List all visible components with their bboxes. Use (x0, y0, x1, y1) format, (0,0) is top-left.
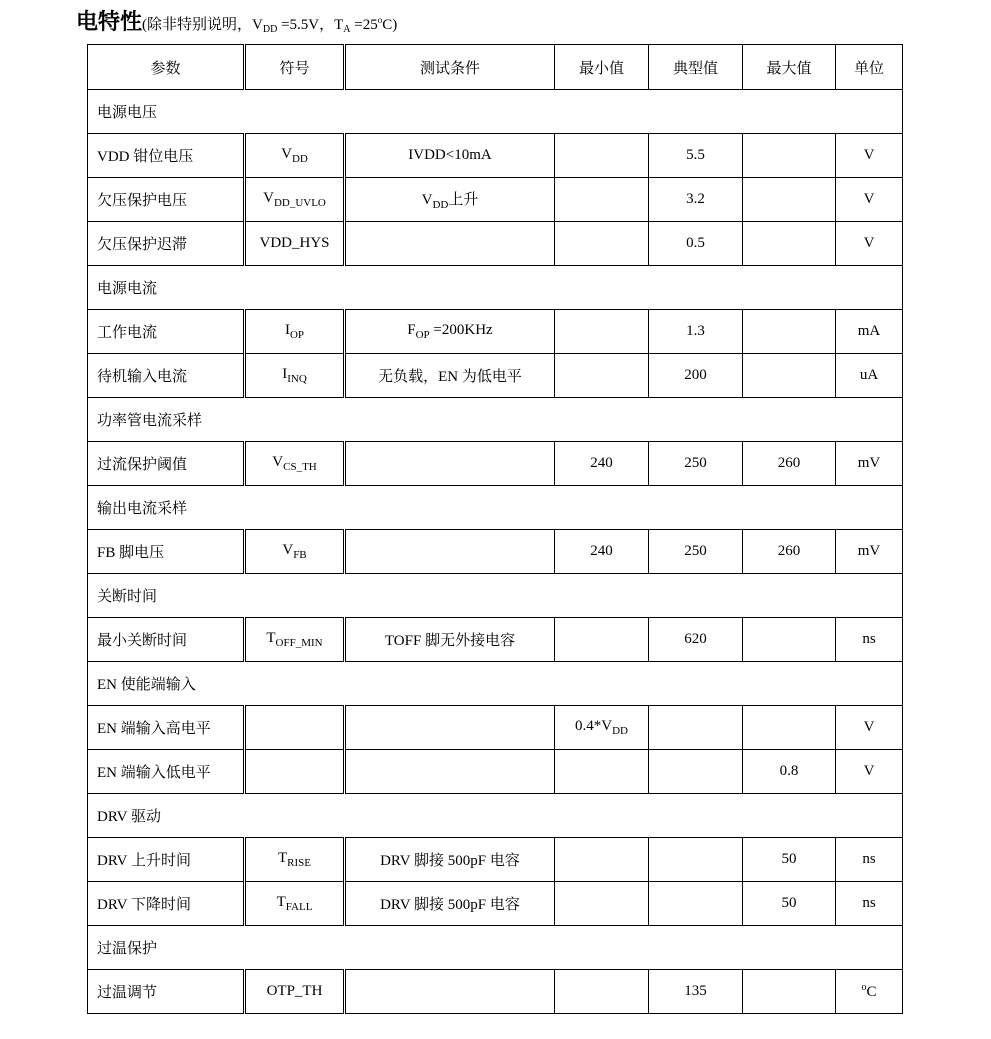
min-cell (555, 178, 649, 222)
param-cell: VDD 钳位电压 (88, 134, 245, 178)
section-row (88, 662, 903, 706)
min-cell (555, 838, 649, 882)
param-cell: 过流保护阈值 (88, 442, 245, 486)
section-label: 输出电流采样 (88, 486, 903, 530)
condition-cell: TOFF 脚无外接电容 (345, 618, 555, 662)
header-param: 参数 (88, 45, 245, 90)
condition-cell: $F_{OP} =200KHz$ (345, 310, 555, 354)
symbol-cell: $T_{FALL}$ (245, 882, 345, 926)
condition-cell: 无负载，EN 为低电平 (345, 354, 555, 398)
unit-cell: V (836, 706, 903, 750)
min-cell (555, 134, 649, 178)
condition-cell (345, 442, 555, 486)
unit-cell: mV (836, 442, 903, 486)
param-cell: 最小关断时间 (88, 618, 245, 662)
unit-cell: ns (836, 838, 903, 882)
min-cell: $0.4*V_{DD}$ (555, 706, 649, 750)
min-cell (555, 310, 649, 354)
param-cell: DRV 上升时间 (88, 838, 245, 882)
section-row (88, 398, 903, 442)
unit-cell: ns (836, 618, 903, 662)
typ-cell: 250 (649, 442, 743, 486)
heading-title: 电特性 (76, 10, 143, 35)
min-cell (555, 970, 649, 1014)
max-cell: 50 (743, 838, 836, 882)
condition-cell (345, 970, 555, 1014)
heading-conditions: (除非特别说明，$V_{DD} =5.5V$，$T_A =25^oC$) (142, 15, 398, 35)
param-cell: 过温调节 (88, 970, 245, 1014)
symbol-cell: $I_{OP}$ (245, 310, 345, 354)
electrical-characteristics-table (87, 44, 903, 1014)
unit-cell: V (836, 750, 903, 794)
unit-cell: $^o$C (836, 970, 903, 1014)
table-row (88, 134, 903, 178)
symbol-cell: $T_{RISE}$ (245, 838, 345, 882)
table-row (88, 750, 903, 794)
section-row (88, 486, 903, 530)
section-label: 电源电压 (88, 90, 903, 134)
max-cell: 0.8 (743, 750, 836, 794)
max-cell (743, 178, 836, 222)
table-row (88, 618, 903, 662)
section-label: 过温保护 (88, 926, 903, 970)
symbol-cell: $V_{FB}$ (245, 530, 345, 574)
section-row (88, 574, 903, 618)
param-cell: 欠压保护电压 (88, 178, 245, 222)
table-row (88, 310, 903, 354)
symbol-cell: VDD_HYS (245, 222, 345, 266)
unit-cell: V (836, 134, 903, 178)
condition-cell: $V_{DD}$上升 (345, 178, 555, 222)
typ-cell: 135 (649, 970, 743, 1014)
condition-cell (345, 530, 555, 574)
table-row (88, 178, 903, 222)
unit-cell: uA (836, 354, 903, 398)
min-cell (555, 618, 649, 662)
min-cell (555, 882, 649, 926)
max-cell (743, 222, 836, 266)
typ-cell: 3.2 (649, 178, 743, 222)
min-cell (555, 750, 649, 794)
table-row (88, 838, 903, 882)
typ-cell: 1.3 (649, 310, 743, 354)
min-cell: 240 (555, 442, 649, 486)
min-cell: 240 (555, 530, 649, 574)
section-label: 功率管电流采样 (88, 398, 903, 442)
condition-cell (345, 750, 555, 794)
section-label: 电源电流 (88, 266, 903, 310)
section-row (88, 266, 903, 310)
symbol-cell (245, 750, 345, 794)
section-row (88, 794, 903, 838)
condition-cell (345, 222, 555, 266)
unit-cell: V (836, 222, 903, 266)
symbol-cell: $V_{DD\_UVLO}$ (245, 178, 345, 222)
symbol-cell: $V_{CS\_TH}$ (245, 442, 345, 486)
header-condition: 测试条件 (345, 45, 555, 90)
table-row (88, 530, 903, 574)
condition-cell: DRV 脚接 500pF 电容 (345, 882, 555, 926)
section-row (88, 90, 903, 134)
param-cell: 待机输入电流 (88, 354, 245, 398)
header-unit: 单位 (836, 45, 903, 90)
max-cell (743, 706, 836, 750)
typ-cell: 0.5 (649, 222, 743, 266)
max-cell (743, 134, 836, 178)
table-row (88, 354, 903, 398)
typ-cell (649, 750, 743, 794)
param-cell: 欠压保护迟滞 (88, 222, 245, 266)
section-label: DRV 驱动 (88, 794, 903, 838)
max-cell: 50 (743, 882, 836, 926)
max-cell (743, 354, 836, 398)
max-cell (743, 310, 836, 354)
table-row (88, 706, 903, 750)
param-cell: EN 端输入高电平 (88, 706, 245, 750)
table-row (88, 442, 903, 486)
unit-cell: mA (836, 310, 903, 354)
symbol-cell: $T_{OFF\_MIN}$ (245, 618, 345, 662)
typ-cell: 200 (649, 354, 743, 398)
header-row (88, 45, 903, 90)
param-cell: EN 端输入低电平 (88, 750, 245, 794)
symbol-cell: $V_{DD}$ (245, 134, 345, 178)
header-typ: 典型值 (649, 45, 743, 90)
typ-cell (649, 882, 743, 926)
typ-cell: 250 (649, 530, 743, 574)
unit-cell: ns (836, 882, 903, 926)
header-max: 最大值 (743, 45, 836, 90)
symbol-cell (245, 706, 345, 750)
unit-cell: V (836, 178, 903, 222)
header-symbol: 符号 (245, 45, 345, 90)
unit-cell: mV (836, 530, 903, 574)
symbol-cell: $I_{INQ}$ (245, 354, 345, 398)
param-cell: 工作电流 (88, 310, 245, 354)
section-heading (76, 4, 397, 46)
max-cell: 260 (743, 530, 836, 574)
typ-cell (649, 838, 743, 882)
typ-cell: 5.5 (649, 134, 743, 178)
max-cell: 260 (743, 442, 836, 486)
condition-cell: IVDD<10mA (345, 134, 555, 178)
param-cell: DRV 下降时间 (88, 882, 245, 926)
min-cell (555, 354, 649, 398)
header-min: 最小值 (555, 45, 649, 90)
section-label: EN 使能端输入 (88, 662, 903, 706)
typ-cell: 620 (649, 618, 743, 662)
condition-cell: DRV 脚接 500pF 电容 (345, 838, 555, 882)
table-row (88, 970, 903, 1014)
max-cell (743, 970, 836, 1014)
typ-cell (649, 706, 743, 750)
table-row (88, 222, 903, 266)
min-cell (555, 222, 649, 266)
section-row (88, 926, 903, 970)
symbol-cell: OTP_TH (245, 970, 345, 1014)
condition-cell (345, 706, 555, 750)
section-label: 关断时间 (88, 574, 903, 618)
table-row (88, 882, 903, 926)
param-cell: FB 脚电压 (88, 530, 245, 574)
max-cell (743, 618, 836, 662)
